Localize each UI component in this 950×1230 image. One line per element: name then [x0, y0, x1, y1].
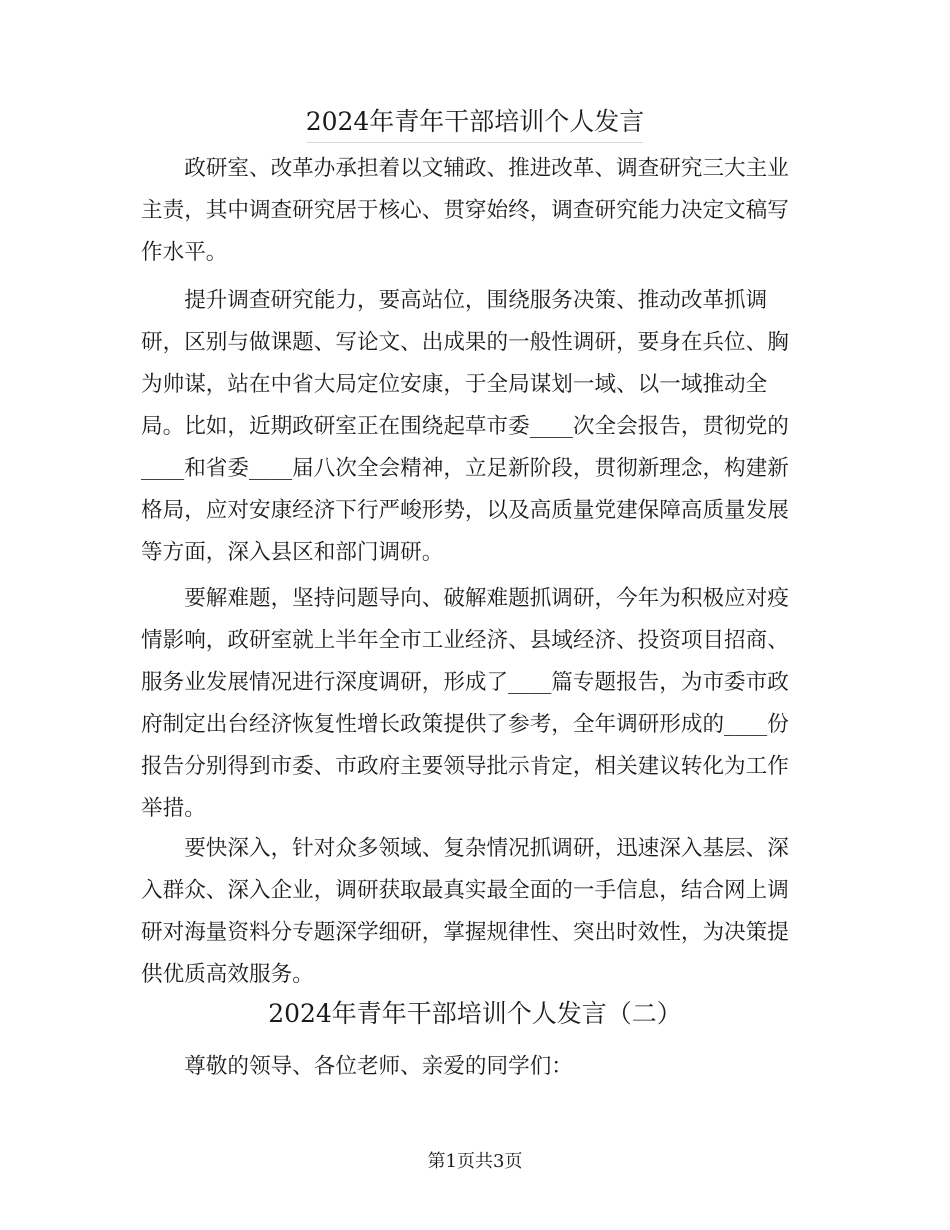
page-footer: 第1页共3页: [427, 1151, 523, 1172]
paragraph-2: [141, 280, 801, 574]
title-underline: [307, 142, 643, 143]
paragraph-line: 报告分别得到市委、市政府主要领导批示肯定，相关建议转化为工作: [141, 754, 789, 779]
paragraph-line: 研，区别与做课题、写论文、出成果的一般性调研，要身在兵位、胸: [141, 330, 789, 355]
paragraph-1: [141, 148, 801, 274]
paragraph-line: 作水平。: [141, 240, 228, 265]
paragraph-line: 提升调查研究能力，要高站位，围绕服务决策、推动改革抓调: [141, 288, 768, 313]
paragraph-line: 供优质高效服务。: [141, 962, 314, 987]
paragraph-3: [141, 578, 801, 830]
paragraph-line: 举措。: [141, 796, 206, 821]
paragraph-line: 等方面，深入县区和部门调研。: [141, 540, 444, 565]
paragraph-line: 要解难题，坚持问题导向、破解难题抓调研，今年为积极应对疫: [141, 586, 789, 611]
paragraph-line: 要快深入，针对众多领域、复杂情况抓调研，迅速深入基层、深: [141, 836, 789, 861]
paragraph-line: 府制定出台经济恢复性增长政策提供了参考，全年调研形成的____份: [141, 712, 789, 737]
paragraph-4: [141, 828, 801, 996]
paragraph-line: 局。比如，近期政研室正在围绕起草市委____次全会报告，贯彻党的: [141, 414, 789, 439]
paragraph-line: 主责，其中调查研究居于核心、贯穿始终，调查研究能力决定文稿写: [141, 198, 789, 223]
salutation: [141, 1046, 801, 1088]
paragraph-line: 为帅谋，站在中省大局定位安康，于全局谋划一域、以一域推动全: [141, 372, 768, 397]
document-title: 2024年青年干部培训个人发言: [305, 107, 645, 136]
paragraph-line: 入群众、深入企业，调研获取最真实最全面的一手信息，结合网上调: [141, 878, 789, 903]
salutation-line: 尊敬的领导、各位老师、亲爱的同学们：: [141, 1054, 573, 1079]
paragraph-line: 情影响，政研室就上半年全市工业经济、县域经济、投资项目招商、: [141, 628, 789, 653]
paragraph-line: ____和省委____届八次全会精神，立足新阶段，贯彻新理念，构建新: [141, 456, 789, 481]
section-title-2: 2024年青年干部培训个人发言（二）: [268, 999, 682, 1028]
paragraph-line: 研对海量资料分专题深学细研，掌握规律性、突出时效性，为决策提: [141, 920, 789, 945]
paragraph-line: 政研室、改革办承担着以文辅政、推进改革、调查研究三大主业: [141, 156, 789, 181]
paragraph-line: 服务业发展情况进行深度调研，形成了____篇专题报告，为市委市政: [141, 670, 789, 695]
paragraph-line: 格局，应对安康经济下行严峻形势，以及高质量党建保障高质量发展: [141, 498, 789, 523]
